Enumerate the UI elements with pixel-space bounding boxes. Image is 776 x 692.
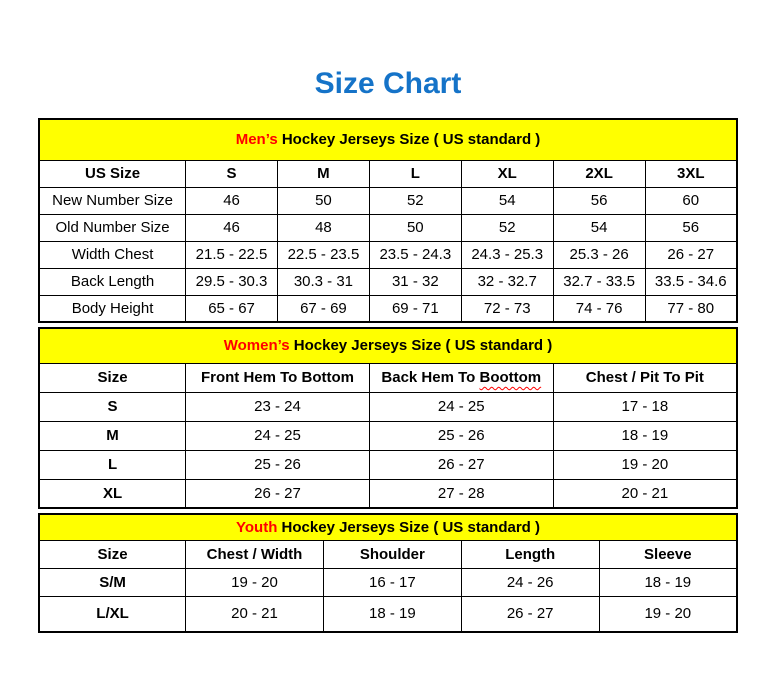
men-value-cell: 54 bbox=[553, 214, 645, 241]
women-value-cell: 18 - 19 bbox=[553, 421, 737, 450]
men-row-label: Width Chest bbox=[39, 241, 186, 268]
men-value-cell: 60 bbox=[645, 187, 737, 214]
men-value-cell: 30.3 - 31 bbox=[277, 268, 369, 295]
men-data-row bbox=[39, 214, 737, 241]
men-value-cell: 54 bbox=[461, 187, 553, 214]
youth-value-cell: 18 - 19 bbox=[599, 568, 737, 596]
men-value-cell: 48 bbox=[277, 214, 369, 241]
mens-size-table bbox=[38, 118, 738, 323]
women-column-header: Front Hem To Bottom bbox=[186, 363, 370, 392]
men-data-row bbox=[39, 268, 737, 295]
men-row-label: Body Height bbox=[39, 295, 186, 322]
women-column-header: Back Hem To Boottom bbox=[369, 363, 553, 392]
men-column-header: US Size bbox=[39, 160, 186, 187]
women-column-header: Size bbox=[39, 363, 186, 392]
youth-value-cell: 24 - 26 bbox=[461, 568, 599, 596]
men-column-header: 3XL bbox=[645, 160, 737, 187]
men-value-cell: 32 - 32.7 bbox=[461, 268, 553, 295]
men-value-cell: 33.5 - 34.6 bbox=[645, 268, 737, 295]
men-value-cell: 22.5 - 23.5 bbox=[277, 241, 369, 268]
youth-data-row bbox=[39, 568, 737, 596]
youth-row-label: L/XL bbox=[39, 596, 186, 632]
men-row-label: Back Length bbox=[39, 268, 186, 295]
men-header-row bbox=[39, 160, 737, 187]
women-row-label: M bbox=[39, 421, 186, 450]
men-value-cell: 50 bbox=[369, 214, 461, 241]
women-value-cell: 27 - 28 bbox=[369, 479, 553, 508]
youth-column-header: Sleeve bbox=[599, 540, 737, 568]
women-header-row bbox=[39, 363, 737, 392]
men-value-cell: 52 bbox=[369, 187, 461, 214]
womens-size-table bbox=[38, 327, 738, 509]
men-row-label: Old Number Size bbox=[39, 214, 186, 241]
women-value-cell: 24 - 25 bbox=[186, 421, 370, 450]
men-section-band: Men’s Hockey Jerseys Size ( US standard ) bbox=[39, 119, 737, 160]
men-value-cell: 50 bbox=[277, 187, 369, 214]
women-value-cell: 20 - 21 bbox=[553, 479, 737, 508]
youth-size-table bbox=[38, 513, 738, 633]
youth-column-header: Length bbox=[461, 540, 599, 568]
youth-value-cell: 18 - 19 bbox=[323, 596, 461, 632]
men-value-cell: 65 - 67 bbox=[186, 295, 278, 322]
men-value-cell: 72 - 73 bbox=[461, 295, 553, 322]
women-row-label: S bbox=[39, 392, 186, 421]
men-value-cell: 56 bbox=[645, 214, 737, 241]
men-value-cell: 69 - 71 bbox=[369, 295, 461, 322]
youth-band-highlight: Youth bbox=[236, 518, 278, 536]
men-value-cell: 29.5 - 30.3 bbox=[186, 268, 278, 295]
youth-data-row bbox=[39, 596, 737, 632]
men-column-header: L bbox=[369, 160, 461, 187]
youth-column-header: Shoulder bbox=[323, 540, 461, 568]
youth-header-row bbox=[39, 540, 737, 568]
youth-section-band: Youth Hockey Jerseys Size ( US standard ) bbox=[39, 514, 737, 540]
women-column-header: Chest / Pit To Pit bbox=[553, 363, 737, 392]
women-value-cell: 23 - 24 bbox=[186, 392, 370, 421]
women-data-row bbox=[39, 450, 737, 479]
men-column-header: XL bbox=[461, 160, 553, 187]
men-column-header: S bbox=[186, 160, 278, 187]
women-band-row bbox=[39, 328, 737, 363]
youth-value-cell: 26 - 27 bbox=[461, 596, 599, 632]
tables-container bbox=[38, 118, 738, 633]
women-value-cell: 17 - 18 bbox=[553, 392, 737, 421]
men-value-cell: 74 - 76 bbox=[553, 295, 645, 322]
men-row-label: New Number Size bbox=[39, 187, 186, 214]
men-value-cell: 67 - 69 bbox=[277, 295, 369, 322]
youth-column-header: Chest / Width bbox=[186, 540, 324, 568]
youth-value-cell: 19 - 20 bbox=[186, 568, 324, 596]
men-value-cell: 46 bbox=[186, 214, 278, 241]
youth-value-cell: 20 - 21 bbox=[186, 596, 324, 632]
men-band-row bbox=[39, 119, 737, 160]
men-value-cell: 26 - 27 bbox=[645, 241, 737, 268]
women-section-band: Women’s Hockey Jerseys Size ( US standard ) bbox=[39, 328, 737, 363]
men-value-cell: 21.5 - 22.5 bbox=[186, 241, 278, 268]
women-value-cell: 26 - 27 bbox=[186, 479, 370, 508]
men-column-header: M bbox=[277, 160, 369, 187]
men-value-cell: 23.5 - 24.3 bbox=[369, 241, 461, 268]
women-row-label: L bbox=[39, 450, 186, 479]
youth-row-label: S/M bbox=[39, 568, 186, 596]
women-value-cell: 25 - 26 bbox=[186, 450, 370, 479]
men-value-cell: 32.7 - 33.5 bbox=[553, 268, 645, 295]
men-value-cell: 46 bbox=[186, 187, 278, 214]
men-data-row bbox=[39, 295, 737, 322]
men-data-row bbox=[39, 187, 737, 214]
women-value-cell: 19 - 20 bbox=[553, 450, 737, 479]
men-value-cell: 25.3 - 26 bbox=[553, 241, 645, 268]
page-title: Size Chart bbox=[314, 67, 462, 100]
men-value-cell: 52 bbox=[461, 214, 553, 241]
men-value-cell: 24.3 - 25.3 bbox=[461, 241, 553, 268]
women-row-label: XL bbox=[39, 479, 186, 508]
men-value-cell: 56 bbox=[553, 187, 645, 214]
women-misspelled-word: Boottom bbox=[479, 369, 542, 386]
youth-band-row bbox=[39, 514, 737, 540]
men-value-cell: 77 - 80 bbox=[645, 295, 737, 322]
men-band-highlight: Men’s bbox=[235, 131, 278, 149]
women-data-row bbox=[39, 421, 737, 450]
men-value-cell: 31 - 32 bbox=[369, 268, 461, 295]
women-value-cell: 25 - 26 bbox=[369, 421, 553, 450]
women-band-highlight: Women’s bbox=[223, 337, 290, 355]
youth-column-header: Size bbox=[39, 540, 186, 568]
youth-value-cell: 16 - 17 bbox=[323, 568, 461, 596]
women-data-row bbox=[39, 479, 737, 508]
women-value-cell: 24 - 25 bbox=[369, 392, 553, 421]
men-column-header: 2XL bbox=[553, 160, 645, 187]
women-value-cell: 26 - 27 bbox=[369, 450, 553, 479]
men-data-row bbox=[39, 241, 737, 268]
women-data-row bbox=[39, 392, 737, 421]
youth-value-cell: 19 - 20 bbox=[599, 596, 737, 632]
